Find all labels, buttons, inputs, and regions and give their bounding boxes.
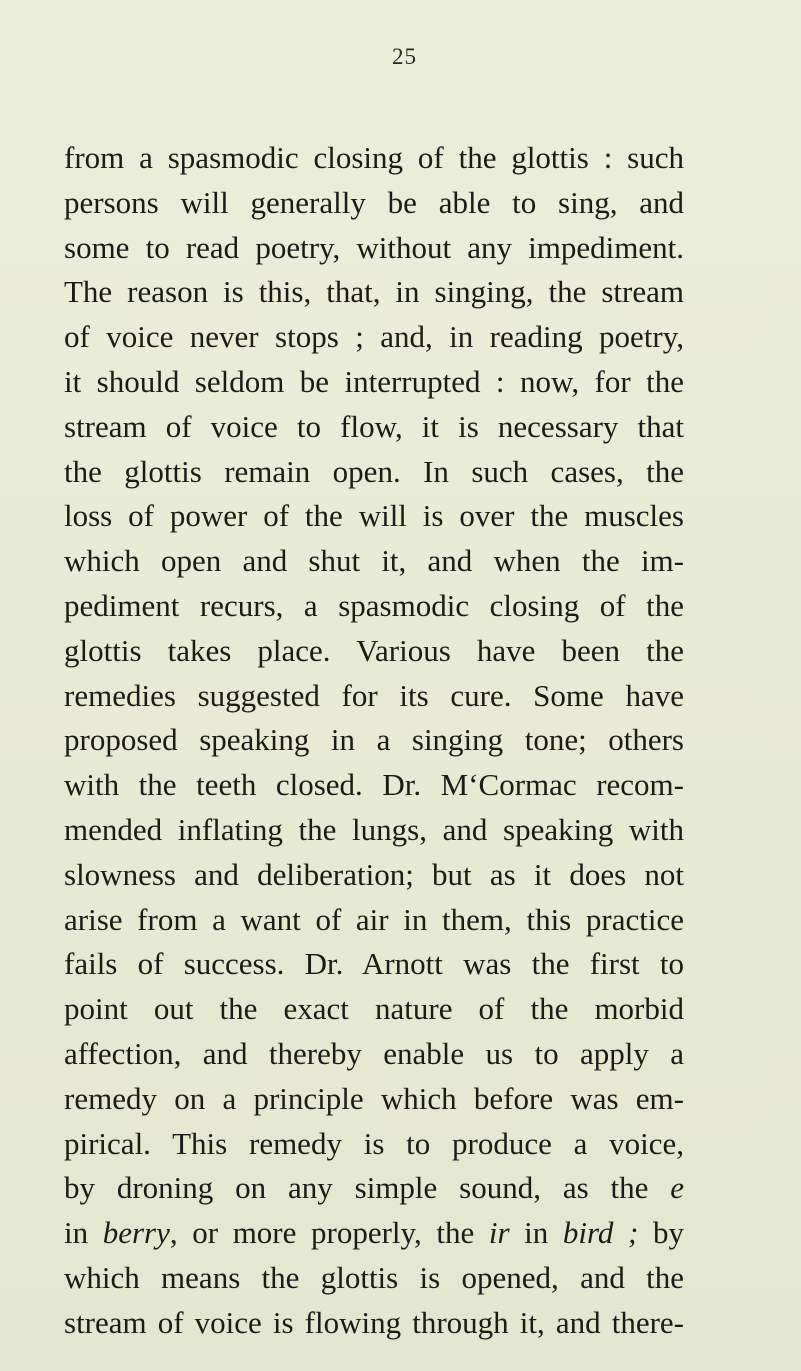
text-line	[64, 1166, 684, 1211]
text-segment: some to read poetry, without any impediment.	[64, 229, 684, 265]
text-line	[64, 1077, 684, 1122]
text-line	[64, 181, 684, 226]
text-segment: it should seldom be interrupted : now, for the	[64, 363, 684, 399]
text-segment: loss of power of the will is over the muscles	[64, 498, 684, 534]
text-line	[64, 360, 684, 405]
text-segment: glottis takes place. Various have been the	[64, 632, 684, 668]
text-line	[64, 494, 684, 539]
text-segment: stream of voice to flow, it is necessary that	[64, 408, 684, 444]
text-line	[64, 674, 684, 719]
text-line	[64, 898, 684, 943]
text-segment: the glottis remain open. In such cases, the	[64, 453, 684, 489]
text-line	[64, 853, 684, 898]
text-segment: point out the exact nature of the morbid	[64, 991, 684, 1027]
text-segment: The reason is this, that, in singing, the stream	[64, 274, 684, 310]
text-segment: proposed speaking in a singing tone; others	[64, 722, 684, 758]
text-segment: , or more properly, the	[169, 1215, 489, 1251]
italic-text-segment: ir	[488, 1215, 510, 1251]
text-segment: from a spasmodic closing of the glottis : such	[64, 140, 684, 175]
text-segment: arise from a want of air in them, this practice	[64, 901, 684, 937]
text-segment: stream of voice is flowing through it, and there-	[64, 1304, 684, 1340]
text-line	[64, 450, 684, 495]
text-segment: remedy on a principle which before was em-	[64, 1080, 684, 1116]
text-line	[64, 763, 684, 808]
text-segment: with the teeth closed. Dr. M‘Cormac recom-	[64, 767, 684, 803]
text-line	[64, 987, 684, 1032]
text-line	[64, 718, 684, 763]
text-segment: by	[638, 1215, 684, 1251]
text-segment: affection, and thereby enable us to apply a	[64, 1035, 684, 1071]
italic-text-segment: berry	[102, 1215, 170, 1251]
page-number: 25	[392, 44, 417, 69]
text-line	[64, 136, 684, 181]
text-line	[64, 270, 684, 315]
text-line	[64, 629, 684, 674]
italic-text-segment: e	[670, 1170, 684, 1206]
text-segment: remedies suggested for its cure. Some have	[64, 677, 684, 713]
text-segment: pediment recurs, a spasmodic closing of the	[64, 587, 684, 623]
text-segment: persons will generally be able to sing, and	[64, 184, 684, 220]
text-segment: of voice never stops ; and, in reading poetry,	[64, 319, 684, 355]
text-segment: pirical. This remedy is to produce a voice,	[64, 1125, 684, 1161]
text-segment: in	[64, 1215, 103, 1251]
text-line	[64, 1122, 684, 1167]
text-segment: in	[509, 1215, 563, 1251]
text-line	[64, 226, 684, 271]
text-line	[64, 584, 684, 629]
text-line	[64, 539, 684, 584]
text-line	[64, 942, 684, 987]
text-line	[64, 1256, 684, 1301]
text-segment: mended inflating the lungs, and speaking with	[64, 811, 684, 847]
text-line	[64, 808, 684, 853]
text-segment: slowness and deliberation; but as it does not	[64, 856, 684, 892]
body-text	[64, 136, 684, 1346]
text-line	[64, 315, 684, 360]
text-segment: fails of success. Dr. Arnott was the first to	[64, 946, 684, 982]
text-segment: which open and shut it, and when the im-	[64, 543, 684, 579]
text-segment: which means the glottis is opened, and the	[64, 1259, 684, 1295]
text-line	[64, 405, 684, 450]
italic-text-segment: bird ;	[562, 1215, 639, 1251]
text-line	[64, 1032, 684, 1077]
text-line	[64, 1301, 684, 1346]
text-segment: by droning on any simple sound, as the	[64, 1170, 671, 1206]
text-line	[64, 1211, 684, 1256]
